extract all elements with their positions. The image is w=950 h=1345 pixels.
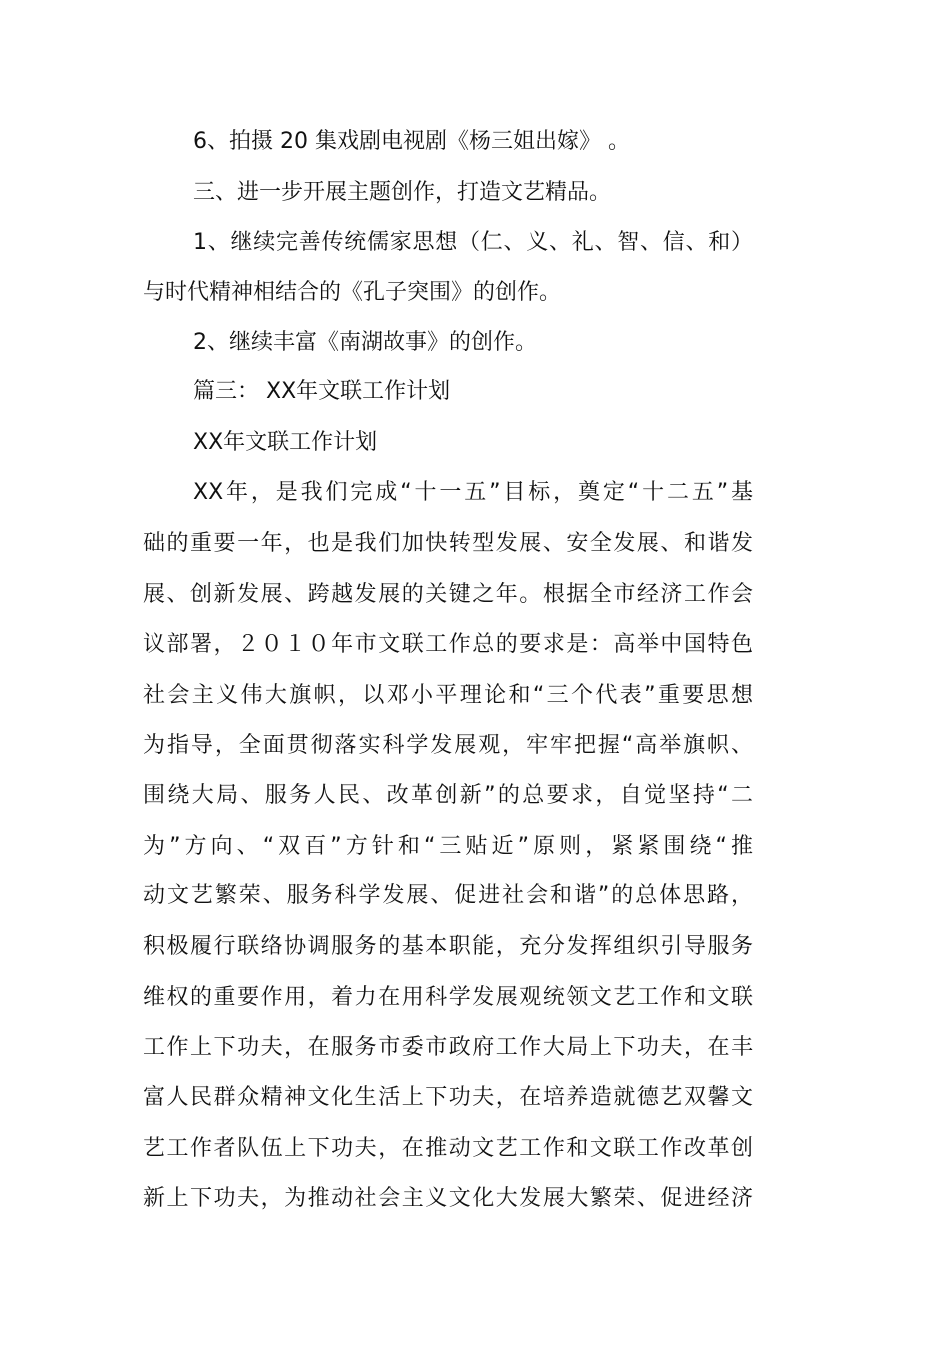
paragraph-line: 社会主义伟大旗帜，以邓小平理论和“三个代表”重要思想 [143, 683, 753, 708]
paragraph-line: 为指导，全面贯彻落实科学发展观，牢牢把握“高举旗帜、 [143, 733, 753, 758]
paragraph-line: 富人民群众精神文化生活上下功夫，在培养造就德艺双馨文 [143, 1085, 753, 1110]
paragraph-line: 围绕大局、服务人民、改革创新”的总要求，自觉坚持“二 [143, 783, 753, 808]
paragraph-line: 工作上下功夫，在服务市委市政府工作大局上下功夫，在丰 [143, 1035, 753, 1060]
list-item-1-line-2: 与时代精神相结合的《孔子突围》的创作。 [143, 280, 562, 305]
paragraph-line: 展、创新发展、跨越发展的关键之年。根据全市经济工作会 [143, 582, 753, 607]
list-item-6-filming: 6、拍摄 20 集戏剧电视剧《杨三姐出嫁》 。 [193, 129, 630, 154]
paragraph-line: 动文艺繁荣、服务科学发展、促进社会和谐”的总体思路， [143, 883, 753, 908]
paragraph-line: XX年，是我们完成“十一五”目标，奠定“十二五”基 [193, 480, 753, 505]
paragraph-line: 议部署，２０１０年市文联工作总的要求是：高举中国特色 [143, 632, 753, 657]
paragraph-line: 积极履行联络协调服务的基本职能，充分发挥组织引导服务 [143, 934, 753, 959]
paragraph-line: 为”方向、“双百”方针和“三贴近”原则，紧紧围绕“推 [143, 834, 753, 859]
list-item-2: 2、继续丰富《南湖故事》的创作。 [193, 330, 537, 355]
chapter-heading: 篇三： XX年文联工作计划 [193, 379, 451, 404]
document-title: XX年文联工作计划 [193, 430, 378, 455]
paragraph-line: 艺工作者队伍上下功夫，在推动文艺工作和文联工作改革创 [143, 1136, 753, 1161]
list-item-1-line-1: 1、继续完善传统儒家思想（仁、义、礼、智、信、和） [193, 230, 753, 255]
section-heading-three: 三、进一步开展主题创作，打造文艺精品。 [193, 180, 612, 205]
paragraph-line: 础的重要一年，也是我们加快转型发展、安全发展、和谐发 [143, 531, 753, 556]
paragraph-line: 维权的重要作用，着力在用科学发展观统领文艺工作和文联 [143, 985, 753, 1010]
paragraph-line: 新上下功夫，为推动社会主义文化大发展大繁荣、促进经济 [143, 1186, 753, 1211]
